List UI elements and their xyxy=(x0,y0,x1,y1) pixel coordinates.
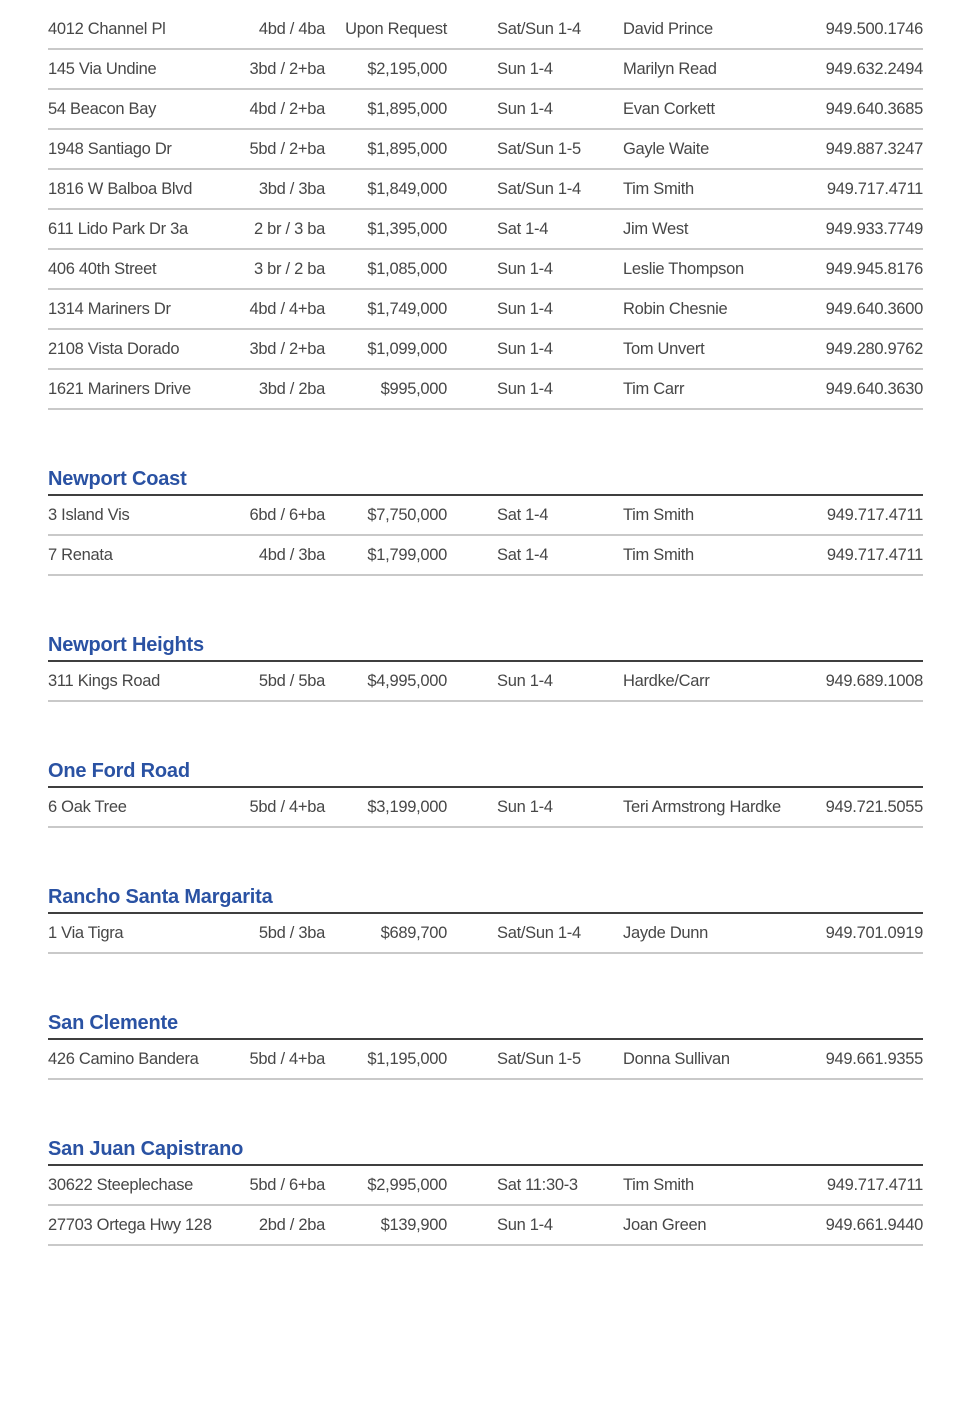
section-title: One Ford Road xyxy=(48,761,923,788)
listing-price: $1,799,000 xyxy=(367,545,447,564)
listing-agent: Tim Smith xyxy=(623,179,694,198)
listing-bed-bath: 6bd / 6+ba xyxy=(249,505,325,524)
listing-address: 1621 Mariners Drive xyxy=(48,379,191,398)
listing-address: 311 Kings Road xyxy=(48,671,160,690)
listing-price: $689,700 xyxy=(380,923,447,942)
listing-phone: 949.640.3630 xyxy=(825,379,923,398)
listing-row xyxy=(48,290,923,330)
listing-open-times: Sat 11:30-3 xyxy=(497,1175,578,1194)
listing-agent: Jim West xyxy=(623,219,689,238)
listing-row xyxy=(48,50,923,90)
listing-address: 7 Renata xyxy=(48,545,113,564)
listing-section xyxy=(48,1013,923,1080)
listing-bed-bath: 3bd / 2+ba xyxy=(249,339,325,358)
listing-price: $3,199,000 xyxy=(367,797,447,816)
listing-open-times: Sat/Sun 1-4 xyxy=(497,19,581,38)
listing-address: 1948 Santiago Dr xyxy=(48,139,172,158)
listing-phone: 949.661.9355 xyxy=(825,1049,923,1068)
listing-bed-bath: 4bd / 3ba xyxy=(258,545,325,564)
listing-phone: 949.933.7749 xyxy=(825,219,923,238)
listing-open-times: Sun 1-4 xyxy=(497,797,553,816)
listing-agent: Tim Carr xyxy=(623,379,685,398)
listing-section xyxy=(48,887,923,954)
listing-row xyxy=(48,1206,923,1246)
listing-phone: 949.280.9762 xyxy=(825,339,923,358)
listing-bed-bath: 4bd / 2+ba xyxy=(249,99,325,118)
listing-address: 1 Via Tigra xyxy=(48,923,124,942)
listing-address: 426 Camino Bandera xyxy=(48,1049,199,1068)
listing-phone: 949.717.4711 xyxy=(826,505,923,524)
listing-phone: 949.717.4711 xyxy=(826,1175,923,1194)
listing-phone: 949.689.1008 xyxy=(825,671,923,690)
listing-open-times: Sat/Sun 1-4 xyxy=(497,923,581,942)
listing-address: 2108 Vista Dorado xyxy=(48,339,180,358)
listing-row xyxy=(48,1040,923,1080)
listing-row xyxy=(48,914,923,954)
listing-section-continued xyxy=(48,10,923,410)
listing-open-times: Sun 1-4 xyxy=(497,339,553,358)
listing-bed-bath: 5bd / 6+ba xyxy=(249,1175,325,1194)
listing-phone: 949.500.1746 xyxy=(825,19,923,38)
listing-address: 1816 W Balboa Blvd xyxy=(48,179,193,198)
listing-open-times: Sat/Sun 1-4 xyxy=(497,179,581,198)
listing-row xyxy=(48,250,923,290)
listing-price: $1,849,000 xyxy=(367,179,447,198)
listing-open-times: Sat 1-4 xyxy=(497,545,549,564)
listing-price: $1,195,000 xyxy=(367,1049,447,1068)
listing-row xyxy=(48,536,923,576)
listing-phone: 949.661.9440 xyxy=(825,1215,923,1234)
section-title: Rancho Santa Margarita xyxy=(48,887,923,914)
listing-row xyxy=(48,170,923,210)
listing-bed-bath: 5bd / 5ba xyxy=(258,671,325,690)
listing-bed-bath: 3bd / 2+ba xyxy=(249,59,325,78)
listing-open-times: Sat/Sun 1-5 xyxy=(497,1049,581,1068)
listing-bed-bath: 3 br / 2 ba xyxy=(254,259,325,278)
listing-agent: Joan Green xyxy=(623,1215,707,1234)
listing-agent: Leslie Thompson xyxy=(623,259,744,278)
section-title: San Juan Capistrano xyxy=(48,1139,923,1166)
listing-address: 3 Island Vis xyxy=(48,505,130,524)
listing-agent: Evan Corkett xyxy=(623,99,715,118)
listing-row xyxy=(48,210,923,250)
listing-open-times: Sat/Sun 1-5 xyxy=(497,139,581,158)
listing-phone: 949.640.3600 xyxy=(825,299,923,318)
listing-section xyxy=(48,1139,923,1246)
listing-phone: 949.717.4711 xyxy=(826,545,923,564)
listing-open-times: Sun 1-4 xyxy=(497,299,553,318)
listing-open-times: Sun 1-4 xyxy=(497,379,553,398)
listing-address: 406 40th Street xyxy=(48,259,157,278)
section-title: San Clemente xyxy=(48,1013,923,1040)
listing-bed-bath: 5bd / 4+ba xyxy=(249,797,325,816)
listing-price: $1,395,000 xyxy=(367,219,447,238)
listing-bed-bath: 2bd / 2ba xyxy=(258,1215,325,1234)
listing-open-times: Sun 1-4 xyxy=(497,99,553,118)
listing-agent: Tom Unvert xyxy=(623,339,705,358)
listing-open-times: Sat 1-4 xyxy=(497,505,549,524)
listing-row xyxy=(48,496,923,536)
listing-price: $995,000 xyxy=(380,379,447,398)
listing-agent: Tim Smith xyxy=(623,545,694,564)
listing-row xyxy=(48,130,923,170)
section-title: Newport Coast xyxy=(48,469,923,496)
listing-row xyxy=(48,662,923,702)
listing-bed-bath: 3bd / 3ba xyxy=(258,179,325,198)
listing-price: $1,099,000 xyxy=(367,339,447,358)
listing-open-times: Sun 1-4 xyxy=(497,59,553,78)
listing-phone: 949.717.4711 xyxy=(826,179,923,198)
listing-row xyxy=(48,1166,923,1206)
listing-agent: Donna Sullivan xyxy=(623,1049,730,1068)
listing-address: 4012 Channel Pl xyxy=(48,19,166,38)
listing-price: $139,900 xyxy=(380,1215,447,1234)
listing-phone: 949.887.3247 xyxy=(825,139,923,158)
listing-address: 6 Oak Tree xyxy=(48,797,127,816)
listing-section xyxy=(48,635,923,702)
listing-phone: 949.640.3685 xyxy=(825,99,923,118)
listing-section xyxy=(48,469,923,576)
listing-price: $2,995,000 xyxy=(367,1175,447,1194)
listing-bed-bath: 4bd / 4+ba xyxy=(249,299,325,318)
listing-address: 30622 Steeplechase xyxy=(48,1175,194,1194)
listing-bed-bath: 5bd / 3ba xyxy=(258,923,325,942)
listing-price: $1,085,000 xyxy=(367,259,447,278)
listing-address: 27703 Ortega Hwy 128 xyxy=(48,1215,212,1234)
listing-price: $1,895,000 xyxy=(367,139,447,158)
listing-bed-bath: 2 br / 3 ba xyxy=(254,219,325,238)
listing-open-times: Sun 1-4 xyxy=(497,1215,553,1234)
listing-bed-bath: 4bd / 4ba xyxy=(258,19,325,38)
listing-agent: Hardke/Carr xyxy=(623,671,710,690)
listing-price: $1,895,000 xyxy=(367,99,447,118)
section-title: Newport Heights xyxy=(48,635,923,662)
listing-phone: 949.632.2494 xyxy=(825,59,923,78)
listing-agent: Jayde Dunn xyxy=(623,923,709,942)
listing-row xyxy=(48,788,923,828)
listing-open-times: Sun 1-4 xyxy=(497,671,553,690)
listing-price: $2,195,000 xyxy=(367,59,447,78)
listing-phone: 949.945.8176 xyxy=(825,259,923,278)
listing-agent: Marilyn Read xyxy=(623,59,717,78)
listing-section xyxy=(48,761,923,828)
listing-open-times: Sat 1-4 xyxy=(497,219,549,238)
listing-row xyxy=(48,90,923,130)
listing-agent: Gayle Waite xyxy=(623,139,709,158)
listing-bed-bath: 3bd / 2ba xyxy=(258,379,325,398)
listing-phone: 949.701.0919 xyxy=(825,923,923,942)
listing-price: $7,750,000 xyxy=(367,505,447,524)
listing-bed-bath: 5bd / 4+ba xyxy=(249,1049,325,1068)
listing-open-times: Sun 1-4 xyxy=(497,259,553,278)
listing-row xyxy=(48,10,923,50)
listings-content xyxy=(48,10,923,1246)
listing-agent: Tim Smith xyxy=(623,1175,694,1194)
listing-agent: Robin Chesnie xyxy=(623,299,728,318)
listing-price: $1,749,000 xyxy=(367,299,447,318)
listing-agent: David Prince xyxy=(623,19,713,38)
listing-agent: Tim Smith xyxy=(623,505,694,524)
listing-address: 611 Lido Park Dr 3a xyxy=(48,219,188,238)
listing-price: Upon Request xyxy=(345,19,447,38)
listing-address: 54 Beacon Bay xyxy=(48,99,157,118)
listing-row xyxy=(48,330,923,370)
listing-price: $4,995,000 xyxy=(367,671,447,690)
listing-row xyxy=(48,370,923,410)
listing-address: 145 Via Undine xyxy=(48,59,157,78)
listing-phone: 949.721.5055 xyxy=(825,797,923,816)
listing-agent: Teri Armstrong Hardke xyxy=(623,797,781,816)
listing-address: 1314 Mariners Dr xyxy=(48,299,171,318)
listing-bed-bath: 5bd / 2+ba xyxy=(249,139,325,158)
